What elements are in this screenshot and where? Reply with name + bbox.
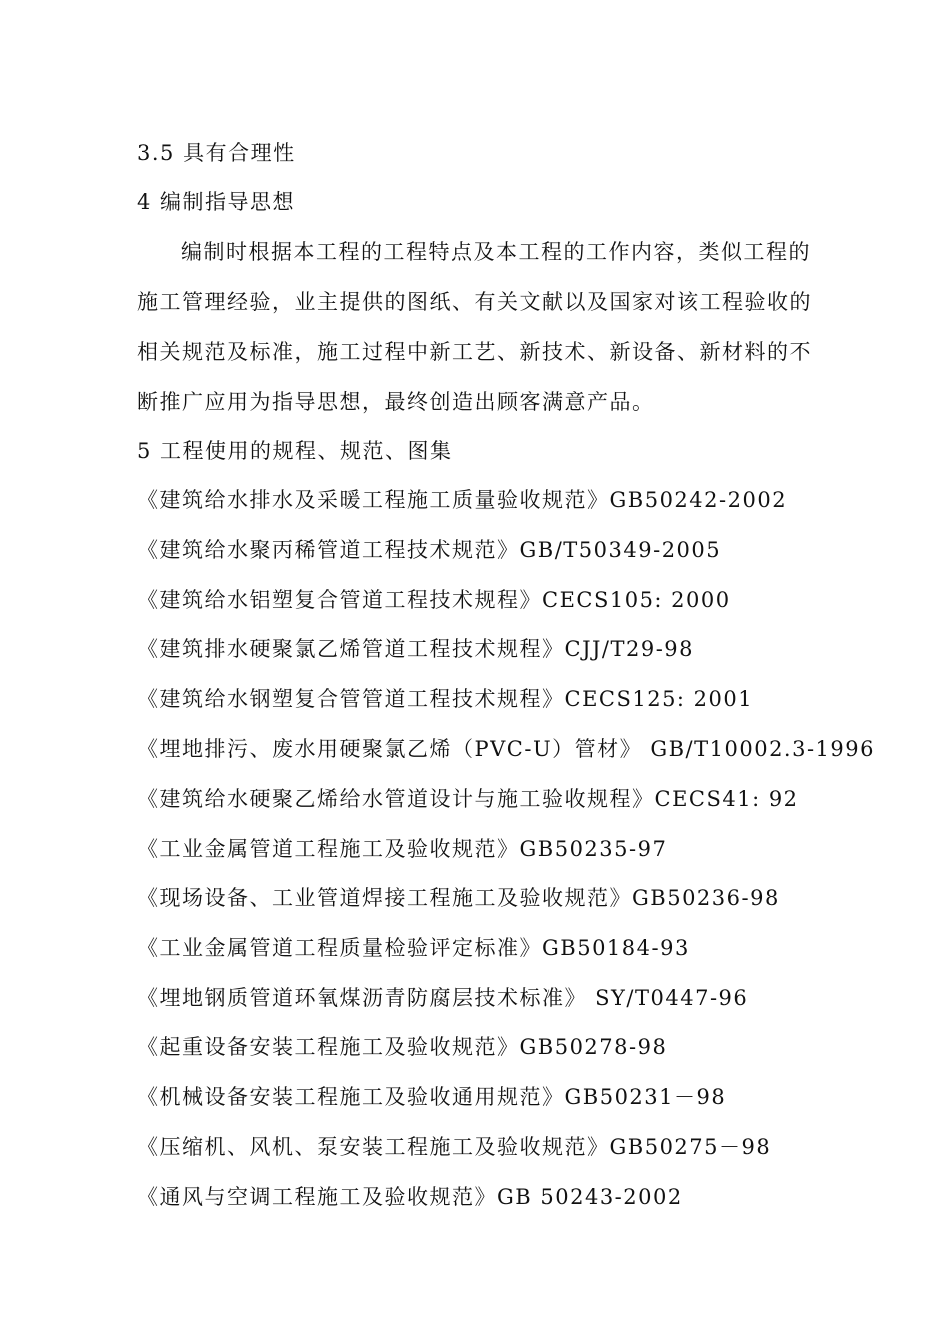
standard-item: 《现场设备、工业管道焊接工程施工及验收规范》GB50236-98	[137, 886, 780, 910]
standard-item: 《建筑排水硬聚氯乙烯管道工程技术规程》CJJ/T29-98	[137, 637, 695, 661]
standard-item: 《建筑给水硬聚乙烯给水管道设计与施工验收规程》CECS41: 92	[137, 787, 799, 811]
standard-item: 《建筑给水铝塑复合管道工程技术规程》CECS105: 2000	[137, 588, 731, 612]
standard-item: 《埋地钢质管道环氧煤沥青防腐层技术标准》 SY/T0447-96	[137, 986, 749, 1010]
standard-item: 《机械设备安装工程施工及验收通用规范》GB50231－98	[137, 1085, 727, 1109]
standard-item: 《建筑给水钢塑复合管管道工程技术规程》CECS125: 2001	[137, 687, 754, 711]
section-heading-4: 4 编制指导思想	[137, 190, 296, 214]
standard-item: 《通风与空调工程施工及验收规范》GB 50243-2002	[137, 1185, 683, 1209]
paragraph-line: 断推广应用为指导思想，最终创造出顾客满意产品。	[137, 390, 655, 414]
paragraph-line: 施工管理经验，业主提供的图纸、有关文献以及国家对该工程验收的	[137, 290, 812, 314]
section-heading-3-5: 3.5 具有合理性	[137, 141, 296, 165]
paragraph-line: 编制时根据本工程的工程特点及本工程的工作内容，类似工程的	[181, 240, 811, 264]
standard-item: 《工业金属管道工程质量检验评定标准》GB50184-93	[137, 936, 690, 960]
standard-item: 《建筑给水排水及采暖工程施工质量验收规范》GB50242-2002	[137, 488, 788, 512]
standard-item: 《工业金属管道工程施工及验收规范》GB50235-97	[137, 837, 668, 861]
paragraph-line: 相关规范及标准，施工过程中新工艺、新技术、新设备、新材料的不	[137, 340, 812, 364]
standard-item: 《压缩机、风机、泵安装工程施工及验收规范》GB50275－98	[137, 1135, 772, 1159]
standard-item: 《埋地排污、废水用硬聚氯乙烯（PVC-U）管材》 GB/T10002.3-1996	[137, 737, 875, 761]
section-heading-5: 5 工程使用的规程、规范、图集	[137, 439, 453, 463]
standard-item: 《起重设备安装工程施工及验收规范》GB50278-98	[137, 1035, 668, 1059]
standard-item: 《建筑给水聚丙稀管道工程技术规范》GB/T50349-2005	[137, 538, 722, 562]
